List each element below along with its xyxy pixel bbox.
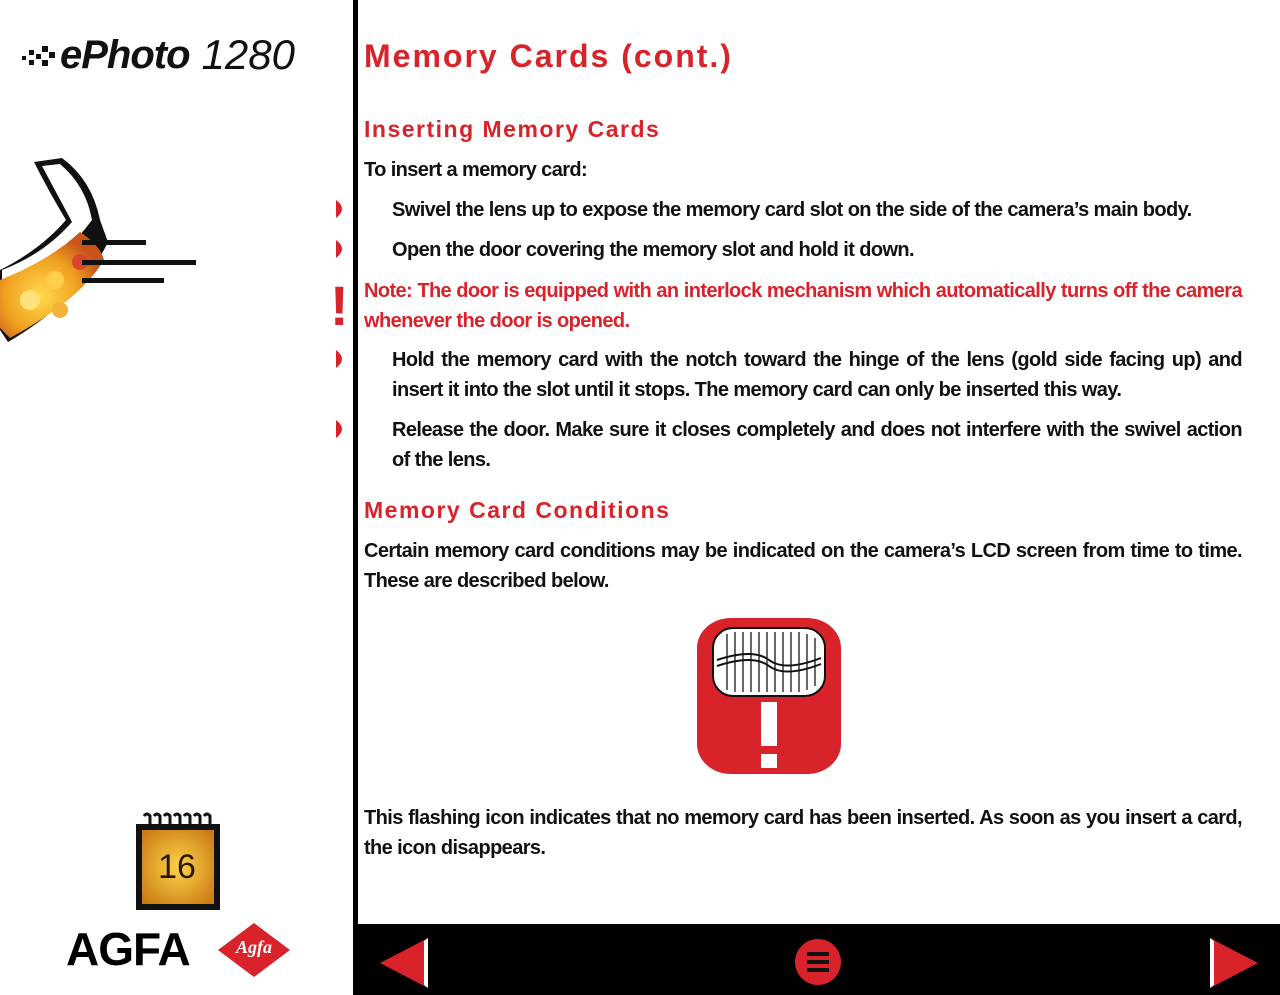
- bullet-arrow-icon: [336, 350, 348, 368]
- right-arrow-icon[interactable]: [1208, 936, 1260, 990]
- menu-icon[interactable]: [794, 938, 842, 986]
- page-number: 16: [158, 848, 196, 886]
- step-2: Open the door covering the memory slot and hold it down.: [392, 239, 914, 261]
- bullet-arrow-icon: [336, 200, 348, 218]
- sidebar: [0, 0, 353, 995]
- product-logo: [22, 30, 342, 80]
- section-heading-conditions: Memory Card Conditions: [364, 497, 671, 523]
- step-4: Release the door. Make sure it closes completely and does not interfere with the swivel action of the lens.: [392, 419, 1242, 471]
- agfa-badge-text: Agfa: [236, 937, 272, 957]
- icon-caption: This flashing icon indicates that no memory card has been inserted. As soon as you insert a card, the icon disappears.: [364, 807, 1242, 859]
- agfa-wordmark: AGFA: [66, 923, 190, 975]
- page-title: Memory Cards (cont.): [364, 38, 733, 74]
- section-heading-inserting: Inserting Memory Cards: [364, 116, 661, 142]
- step-3: Hold the memory card with the notch toward the hinge of the lens (gold side facing up) and insert it into the slot until it stops. The memory card can only be inserted this way.: [392, 349, 1242, 401]
- vertical-divider: [353, 0, 358, 995]
- interlock-note: Note: The door is equipped with an interlock mechanism which automatically turns off the camera whenever the door is opened.: [364, 280, 1242, 332]
- product-name: ePhoto: [60, 32, 190, 77]
- warning-exclamation-icon: !: [330, 274, 349, 337]
- bullet-arrow-icon: [336, 240, 348, 258]
- checker-mark-icon: [22, 40, 56, 70]
- inserting-intro: To insert a memory card:: [364, 159, 588, 181]
- no-memory-card-warning-icon: [693, 614, 845, 778]
- left-arrow-icon[interactable]: [378, 936, 430, 990]
- step-1: Swivel the lens up to expose the memory card slot on the side of the camera’s main body.: [392, 199, 1192, 221]
- bullet-arrow-icon: [336, 420, 348, 438]
- camera-swoosh-graphic: [0, 150, 210, 360]
- product-model: 1280: [201, 31, 295, 78]
- conditions-intro: Certain memory card conditions may be indicated on the camera’s LCD screen from time to time. These are described below.: [364, 540, 1242, 592]
